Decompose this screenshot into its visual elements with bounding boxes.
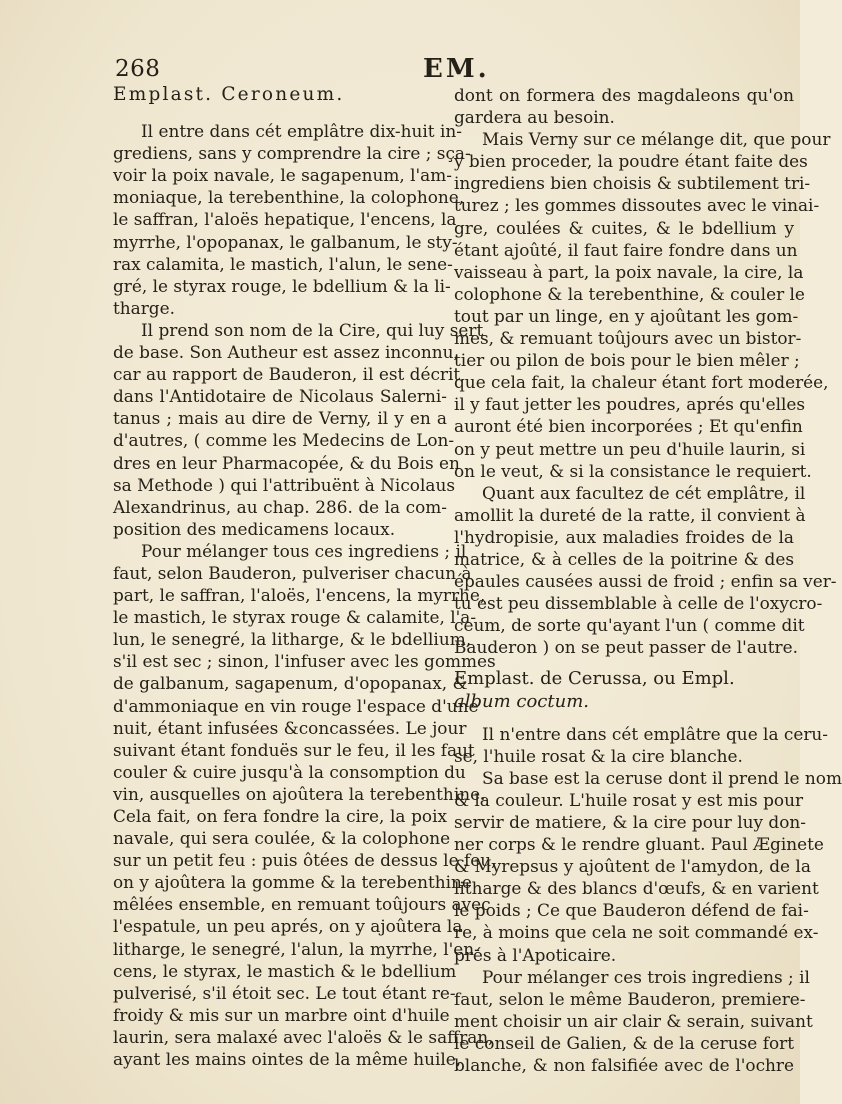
text-line: amollit la dureté de la ratte, il convient à (454, 504, 806, 525)
text-line: litharge, le senegré, l'alun, la myrrhe, l'en- (113, 938, 480, 959)
section-heading-cerussa: Emplast. de Cerussa, ou Empl. (454, 668, 735, 690)
text-line: voir la poix navale, le sagapenum, l'am- (113, 165, 452, 186)
text-line: le mastich, le styrax rouge & calamite, l'a- (113, 607, 477, 628)
text-line: dres en leur Pharmacopée, & du Bois en (113, 452, 460, 473)
text-line: matrice, & à celles de la poitrine & des (454, 548, 794, 569)
text-line: sa Methode ) qui l'attribuënt à Nicolaus (113, 474, 455, 495)
text-line: tout par un linge, en y ajoûtant les gom- (454, 305, 799, 326)
section-subheading-album-coctum: album coctum. (454, 690, 590, 712)
text-line: l'hydropisie, aux maladies froides de la (454, 526, 794, 547)
text-line: on y ajoûtera la gomme & la terebenthine (113, 872, 472, 893)
text-line: Bauderon ) on se peut passer de l'autre. (454, 637, 798, 658)
text-line: que cela fait, la chaleur étant fort moderée, (454, 372, 829, 393)
text-line: & la couleur. L'huile rosat y est mis pour (454, 789, 804, 810)
text-line: étant ajoûté, il faut faire fondre dans un (454, 239, 798, 260)
text-line: dont on formera des magdaleons qu'on (454, 85, 794, 105)
text-line: d'autres, ( comme les Medecins de Lon- (113, 430, 455, 451)
page-number: 268 (115, 56, 161, 82)
text-line: & Myrepsus y ajoûtent de l'amydon, de la (454, 856, 811, 877)
text-line: épaules causées aussi de froid ; enfin sa ver- (454, 571, 837, 592)
text-line: le conseil de Galien, & de la ceruse fort (454, 1032, 794, 1053)
text-line: on y peut mettre un peu d'huile laurin, si (454, 438, 806, 459)
text-line: Alexandrinus, au chap. 286. de la com- (113, 496, 447, 517)
text-line: mêlées ensemble, en remuant toûjours avec (113, 894, 491, 915)
text-line: Cela fait, on fera fondre la cire, la poix (113, 806, 447, 826)
text-line: servir de matiere, & la cire pour luy don- (454, 812, 806, 832)
text-line: dans l'Antidotaire de Nicolaus Salerni- (113, 386, 447, 407)
text-line: de base. Son Autheur est assez inconnu, (113, 342, 459, 363)
text-line: Il entre dans cét emplâtre dix-huit in- (141, 121, 462, 142)
text-line: myrrhe, l'opopanax, le galbanum, le sty- (113, 231, 458, 252)
right-column-text-b (454, 723, 842, 1077)
text-line: gré, le styrax rouge, le bdellium & la li- (113, 275, 451, 296)
text-line: suivant étant fonduës sur le feu, il les faut (113, 739, 475, 760)
text-line: blanche, & non falsifiée avec de l'ochre (454, 1055, 794, 1076)
text-line: pulverisé, s'il étoit sec. Le tout étant re- (113, 982, 456, 1003)
text-line: il y faut jetter les poudres, aprés qu'elles (454, 394, 806, 415)
text-line: ment choisir un air clair & serain, suivant (454, 1010, 813, 1031)
text-line: grediens, sans y comprendre la cire ; sça- (113, 143, 471, 164)
text-line: tu est peu dissemblable à celle de l'oxycro- (454, 593, 823, 614)
text-line: vaisseau à part, la poix navale, la cire, la (454, 261, 804, 282)
text-line: le saffran, l'aloës hepatique, l'encens, la (113, 209, 457, 230)
text-line: mes, & remuant toûjours avec un bistor- (454, 328, 802, 349)
text-line: tharge. (113, 297, 175, 318)
text-line: cens, le styrax, le mastich & le bdellium (113, 960, 457, 981)
text-line: colophone & la terebenthine, & couler le (454, 283, 805, 304)
text-line: litharge & des blancs d'œufs, & en varient (454, 878, 819, 899)
text-line: ingrediens bien choisis & subtilement tri- (454, 173, 811, 194)
text-line: vin, ausquelles on ajoûtera la terebenthine. (113, 783, 486, 804)
text-line: Il prend son nom de la Cire, qui luy sert (141, 319, 484, 340)
text-line: Pour mélanger ces trois ingrediens ; il (482, 966, 810, 987)
text-line: position des medicamens locaux. (113, 518, 396, 539)
text-line: gre, coulées & cuites, & le bdellium y (454, 217, 794, 238)
text-line: l'espatule, un peu aprés, on y ajoûtera la (113, 916, 463, 937)
text-line: turez ; les gommes dissoutes avec le vinai- (454, 195, 820, 216)
text-line: part, le saffran, l'aloës, l'encens, la myrrhe, (113, 585, 486, 606)
running-head: EM. (423, 54, 490, 84)
text-line: lun, le senegré, la litharge, & le bdellium, (113, 629, 472, 650)
text-line: on le veut, & si la consistance le requiert. (454, 460, 812, 481)
text-line: tier ou pilon de bois pour le bien mêler ; (454, 350, 800, 371)
text-line: prés à l'Apoticaire. (454, 944, 617, 965)
right-column-text-a (454, 84, 837, 658)
text-line: de galbanum, sagapenum, d'opopanax, & (113, 673, 468, 694)
text-line: laurin, sera malaxé avec l'aloës & le saffran, (113, 1026, 494, 1047)
text-line: s'il est sec ; sinon, l'infuser avec les gommes (113, 651, 496, 672)
text-line: Quant aux facultez de cét emplâtre, il (482, 482, 806, 503)
text-line: Pour mélanger tous ces ingrediens ; il (141, 540, 467, 561)
text-line: gardera au besoin. (454, 107, 615, 128)
text-line: ayant les mains ointes de la même huile, (113, 1049, 462, 1070)
text-line: sur un petit feu : puis ôtées de dessus le feu, (113, 850, 497, 871)
text-line: d'ammoniaque en vin rouge l'espace d'une (113, 695, 479, 716)
section-heading-ceroneum: Emplast. Ceroneum. (113, 84, 345, 105)
text-line: faut, selon Bauderon, pulveriser chacun à (113, 562, 472, 583)
left-column-text (113, 120, 497, 1070)
text-line: tanus ; mais au dire de Verny, il y en a (113, 408, 447, 429)
text-line: faut, selon le même Bauderon, premiere- (454, 988, 806, 1009)
text-line: moniaque, la terebenthine, la colophone, (113, 187, 465, 208)
text-line: rax calamita, le mastich, l'alun, le sene- (113, 253, 453, 274)
text-line: nuit, étant infusées &concassées. Le jour (113, 717, 467, 738)
text-line: Il n'entre dans cét emplâtre que la ceru- (482, 723, 829, 744)
text-line: car au rapport de Bauderon, il est décrit (113, 364, 461, 385)
left-column (113, 84, 497, 1070)
page-header (115, 56, 785, 86)
text-line: y bien proceder, la poudre étant faite des (454, 151, 808, 172)
text-line: le poids ; Ce que Bauderon défend de fai- (454, 900, 809, 921)
text-line: Sa base est la ceruse dont il prend le nom (482, 767, 842, 788)
text-line: ner corps & le rendre gluant. Paul Æginete (454, 834, 824, 855)
text-line: se, l'huile rosat & la cire blanche. (454, 745, 743, 766)
text-line: re, à moins que cela ne soit commandé ex- (454, 922, 819, 943)
text-line: navale, qui sera coulée, & la colophone (113, 828, 451, 849)
right-column (454, 84, 842, 1076)
text-line: couler & cuire jusqu'à la consomption du (113, 761, 466, 782)
text-line: ceum, de sorte qu'ayant l'un ( comme dit (454, 615, 805, 636)
text-line: auront été bien incorporées ; Et qu'enfin (454, 416, 803, 437)
text-line: froidy & mis sur un marbre oint d'huile (113, 1004, 450, 1025)
text-line: Mais Verny sur ce mélange dit, que pour (482, 129, 831, 150)
